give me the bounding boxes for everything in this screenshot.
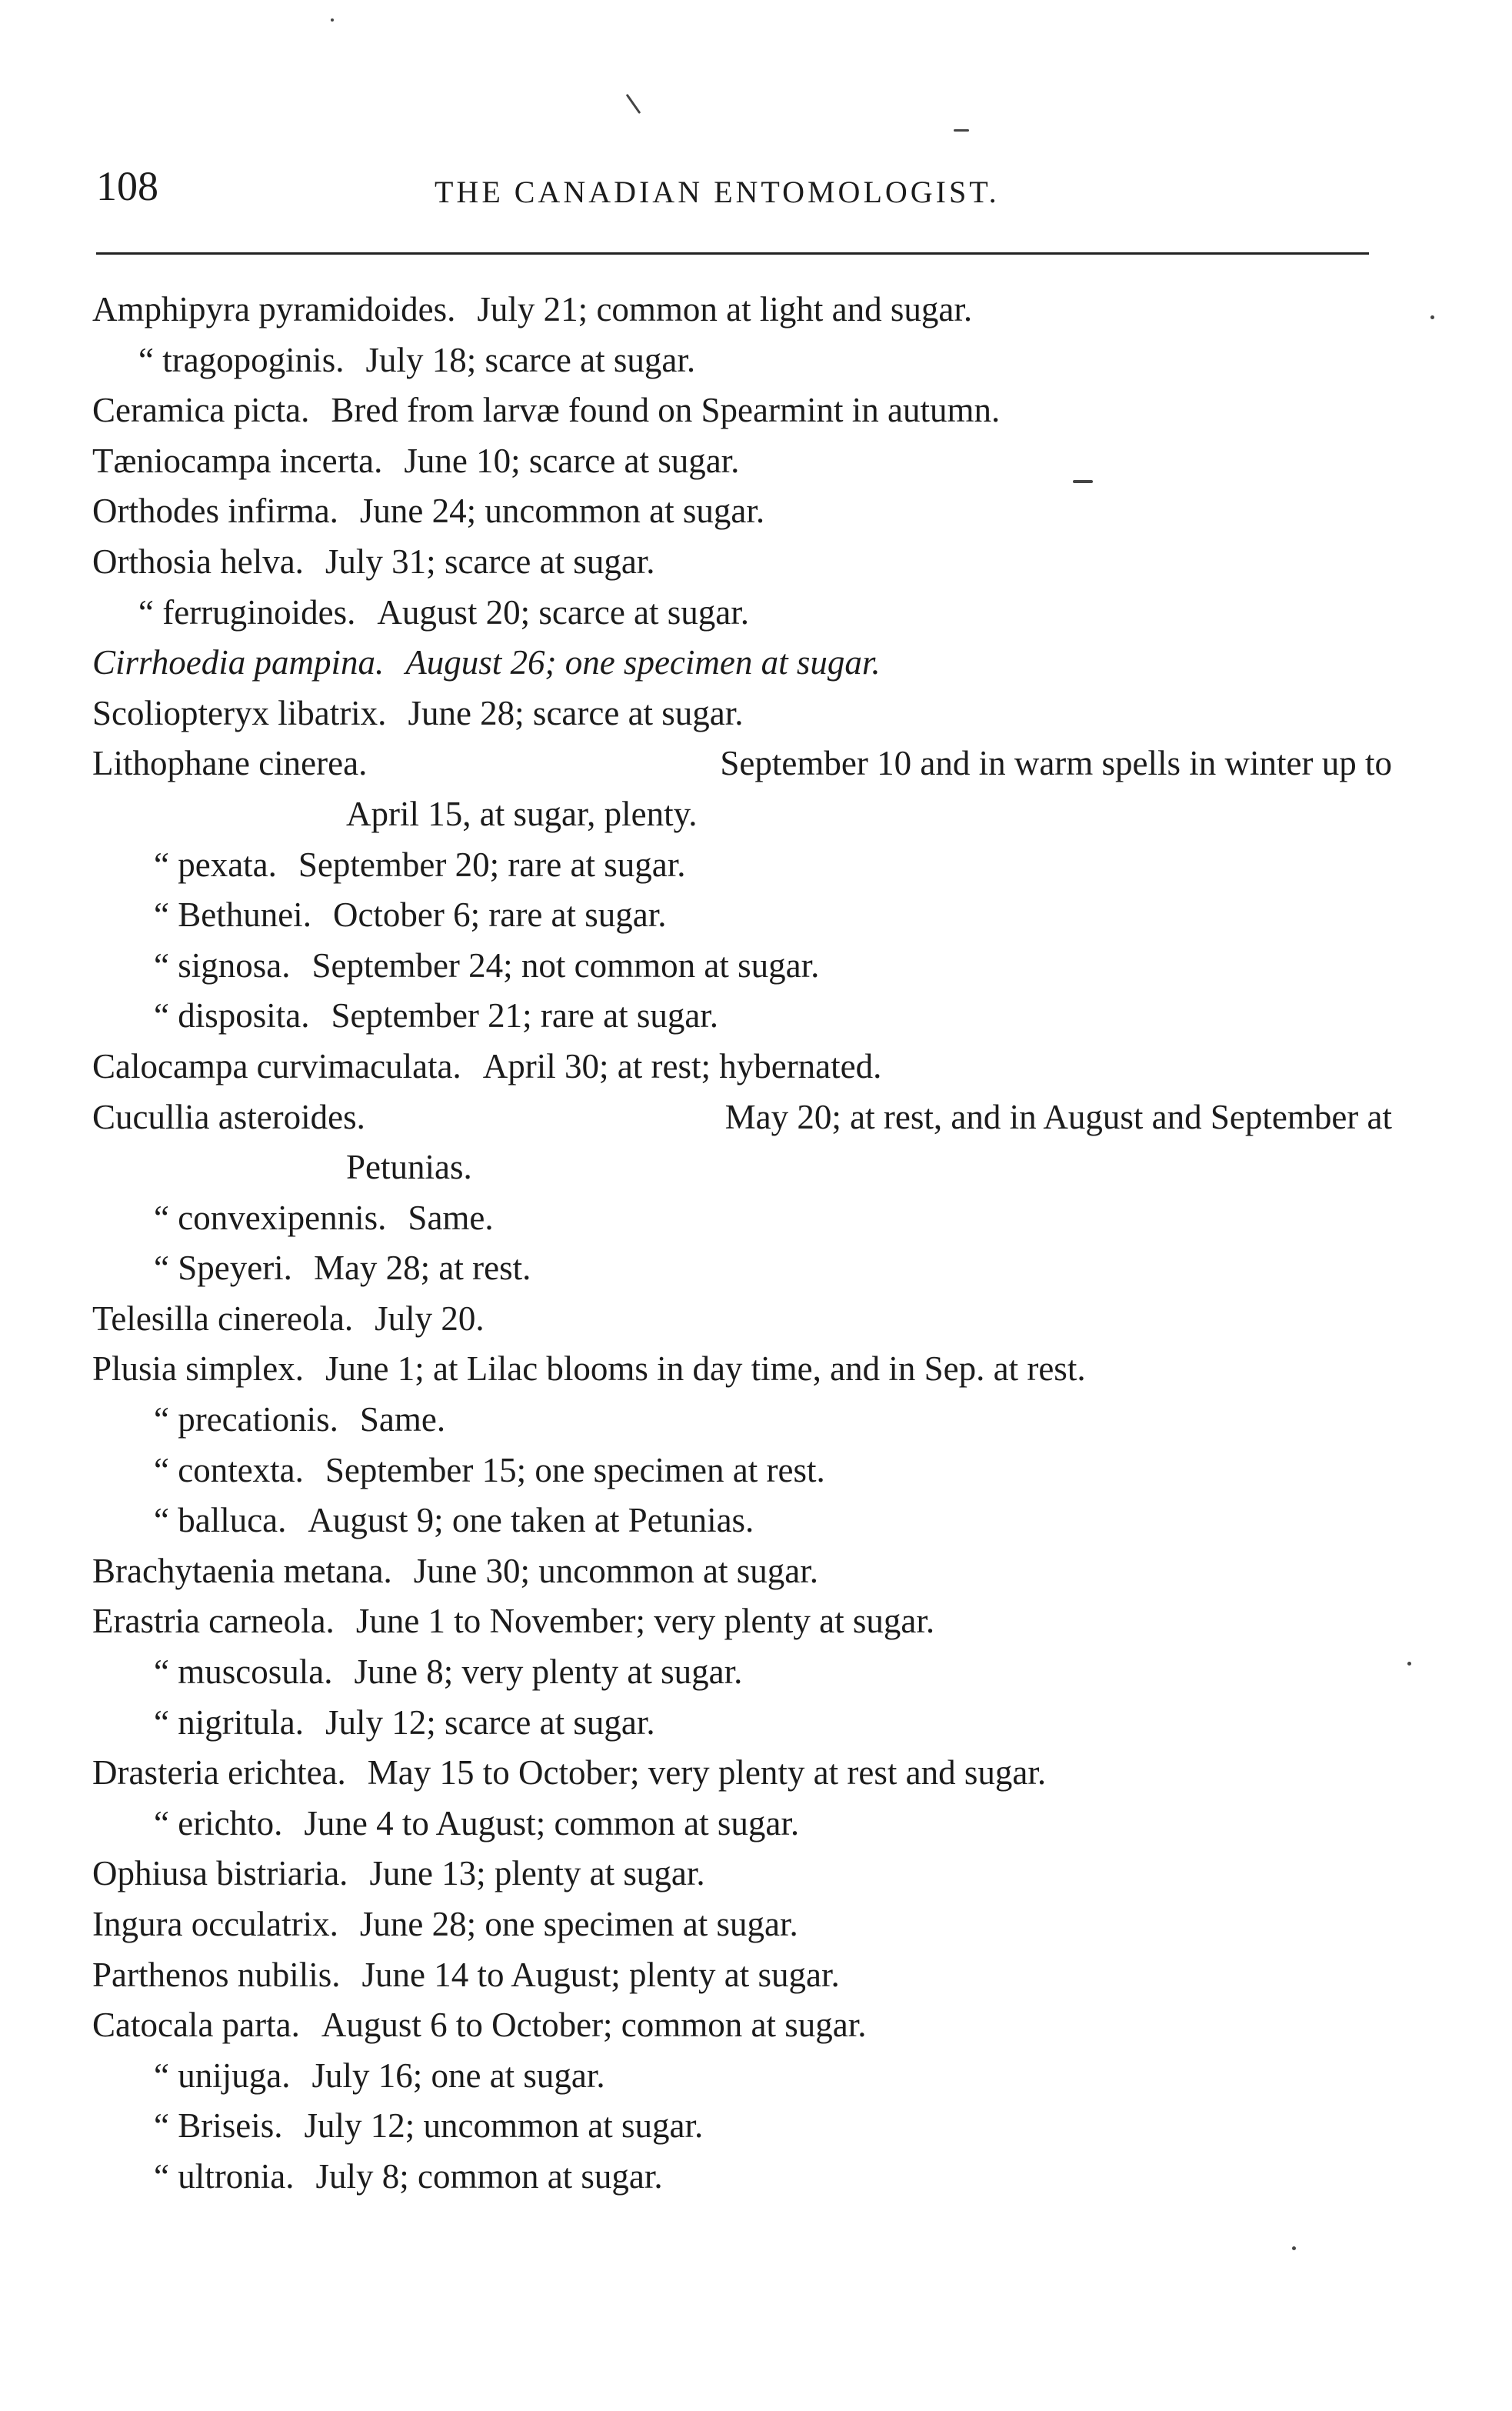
species-name: Scoliopteryx libatrix.	[92, 693, 387, 732]
species-name: “ Speyeri.	[154, 1249, 292, 1288]
record-note: July 12; uncommon at sugar.	[304, 2106, 704, 2146]
record-note: June 14 to August; plenty at sugar.	[361, 1955, 840, 1994]
record-note: Same.	[408, 1198, 494, 1237]
species-name: Tæniocampa incerta.	[92, 441, 383, 480]
record-note: September 21; rare at sugar.	[331, 996, 719, 1035]
species-name: “ erichto.	[154, 1803, 283, 1842]
list-item	[92, 1395, 1392, 1446]
list-item	[92, 1243, 1392, 1294]
list-item	[92, 588, 1392, 639]
record-note: August 26; one specimen at sugar.	[405, 643, 881, 682]
list-item	[92, 1698, 1392, 1749]
species-name: Cirrhoedia pampina.	[92, 643, 385, 682]
record-note: June 1; at Lilac blooms in day time, and in Sep. at rest.	[325, 1349, 1086, 1389]
record-note: July 20.	[375, 1299, 485, 1338]
record-note: July 16; one at sugar.	[311, 2056, 605, 2095]
species-name: “ unijuga.	[154, 2056, 291, 2095]
record-note: May 28; at rest.	[313, 1249, 531, 1288]
scan-speck	[1073, 480, 1093, 483]
record-note: June 28; one specimen at sugar.	[359, 1905, 798, 1943]
species-name: “ Bethunei.	[154, 895, 311, 935]
list-item	[92, 1496, 1392, 1546]
list-item	[92, 1193, 1392, 1244]
species-name: “ convexipennis.	[154, 1198, 387, 1237]
scan-speck	[1407, 1662, 1411, 1666]
species-name: Parthenos nubilis.	[92, 1955, 341, 1994]
record-note: June 30; uncommon at sugar.	[413, 1551, 818, 1590]
record-note: May 15 to October; very plenty at rest and sugar.	[367, 1753, 1047, 1792]
species-name: Drasteria erichtea.	[92, 1753, 346, 1792]
list-item	[92, 1647, 1392, 1698]
record-note: Bred from larvæ found on Spearmint in autumn.	[331, 391, 1001, 430]
record-note: June 13; plenty at sugar.	[369, 1854, 705, 1893]
species-name: “ tragopoginis.	[138, 340, 345, 379]
species-name: “ signosa.	[154, 945, 291, 985]
list-item	[92, 1294, 1392, 1345]
record-note: August 9; one taken at Petunias.	[308, 1501, 754, 1540]
list-item	[92, 2152, 1392, 2203]
record-note: April 30; at rest; hybernated.	[482, 1046, 882, 1085]
species-name: “ disposita.	[154, 996, 310, 1035]
list-item	[92, 385, 1392, 436]
species-name: Lithophane cinerea.	[92, 744, 368, 783]
list-item	[92, 285, 1392, 335]
page-number: 108	[96, 163, 158, 209]
list-item	[92, 1092, 1392, 1143]
species-name: Orthodes infirma.	[92, 492, 338, 531]
list-item	[92, 991, 1392, 1042]
species-name: Telesilla cinereola.	[92, 1299, 354, 1338]
record-note: June 24; uncommon at sugar.	[359, 492, 765, 531]
list-item	[92, 1799, 1392, 1849]
record-note: July 18; scarce at sugar.	[365, 340, 696, 379]
record-note: August 6 to October; common at sugar.	[321, 2006, 867, 2045]
record-note: September 10 and in warm spells in winter up to	[720, 744, 1392, 783]
record-note: July 31; scarce at sugar.	[325, 542, 655, 581]
scan-speck	[331, 18, 334, 22]
list-item	[92, 789, 1392, 840]
list-item	[92, 335, 1392, 386]
list-item	[92, 1546, 1392, 1597]
species-list	[92, 285, 1392, 2203]
list-item	[92, 941, 1392, 992]
header-rule	[96, 252, 1369, 255]
scan-speck	[1292, 2246, 1296, 2250]
list-item	[92, 2101, 1392, 2152]
list-item	[92, 1446, 1392, 1496]
species-name: “ ultronia.	[154, 2156, 295, 2196]
record-note: May 20; at rest, and in August and September at	[724, 1097, 1392, 1136]
species-name: Amphipyra pyramidoides.	[92, 290, 456, 328]
species-name: “ precationis.	[154, 1400, 338, 1439]
list-item	[92, 2051, 1392, 2102]
list-item	[92, 2000, 1392, 2051]
species-name: “ balluca.	[154, 1501, 287, 1540]
list-item	[92, 1950, 1392, 2001]
list-item	[92, 638, 1392, 689]
species-name: Ceramica picta.	[92, 391, 310, 430]
list-item	[92, 1142, 1392, 1193]
list-item	[92, 1849, 1392, 1899]
list-item	[92, 486, 1392, 537]
record-note: June 28; scarce at sugar.	[408, 693, 744, 732]
list-item	[92, 689, 1392, 739]
record-note: July 12; scarce at sugar.	[325, 1702, 655, 1742]
record-note: September 20; rare at sugar.	[298, 845, 686, 884]
species-name: Ophiusa bistriaria.	[92, 1854, 348, 1893]
list-item	[92, 1596, 1392, 1647]
species-name: “ ferruginoides.	[138, 592, 356, 632]
species-name: “ nigritula.	[154, 1702, 304, 1742]
scan-speck	[954, 129, 969, 132]
scan-speck	[626, 94, 641, 114]
list-item	[92, 537, 1392, 588]
record-note: June 4 to August; common at sugar.	[304, 1803, 800, 1842]
list-item	[92, 436, 1392, 487]
record-note: August 20; scarce at sugar.	[377, 592, 750, 632]
scan-speck	[1430, 315, 1434, 319]
species-name: “ pexata.	[154, 845, 277, 884]
record-note: April 15, at sugar, plenty.	[346, 794, 698, 833]
record-note: June 8; very plenty at sugar.	[354, 1652, 743, 1692]
record-note: July 8; common at sugar.	[315, 2156, 663, 2196]
species-name: Cucullia asteroides.	[92, 1097, 365, 1136]
record-note: June 1 to November; very plenty at sugar.	[355, 1602, 935, 1641]
record-note: July 21; common at light and sugar.	[477, 290, 973, 328]
running-title: THE CANADIAN ENTOMOLOGIST.	[435, 175, 1000, 209]
list-item	[92, 890, 1392, 941]
list-item	[92, 1344, 1392, 1395]
record-note: Petunias.	[346, 1148, 472, 1187]
record-note: October 6; rare at sugar.	[332, 895, 667, 935]
species-name: “ muscosula.	[154, 1652, 333, 1692]
species-name: Orthosia helva.	[92, 542, 304, 581]
list-item	[92, 840, 1392, 891]
species-name: “ Briseis.	[154, 2106, 283, 2146]
species-name: “ contexta.	[154, 1450, 304, 1489]
list-item	[92, 1899, 1392, 1950]
species-name: Ingura occulatrix.	[92, 1905, 338, 1943]
list-item	[92, 1748, 1392, 1799]
record-note: June 10; scarce at sugar.	[404, 441, 740, 480]
record-note: Same.	[359, 1400, 446, 1439]
species-name: Plusia simplex.	[92, 1349, 305, 1389]
page-header	[96, 163, 1365, 217]
species-name: Brachytaenia metana.	[92, 1551, 392, 1590]
record-note: September 15; one specimen at rest.	[325, 1450, 825, 1489]
species-name: Calocampa curvimaculata.	[92, 1046, 461, 1085]
list-item	[92, 1042, 1392, 1092]
species-name: Catocala parta.	[92, 2006, 300, 2045]
record-note: September 24; not common at sugar.	[311, 945, 820, 985]
list-item	[92, 739, 1392, 789]
species-name: Erastria carneola.	[92, 1602, 335, 1641]
